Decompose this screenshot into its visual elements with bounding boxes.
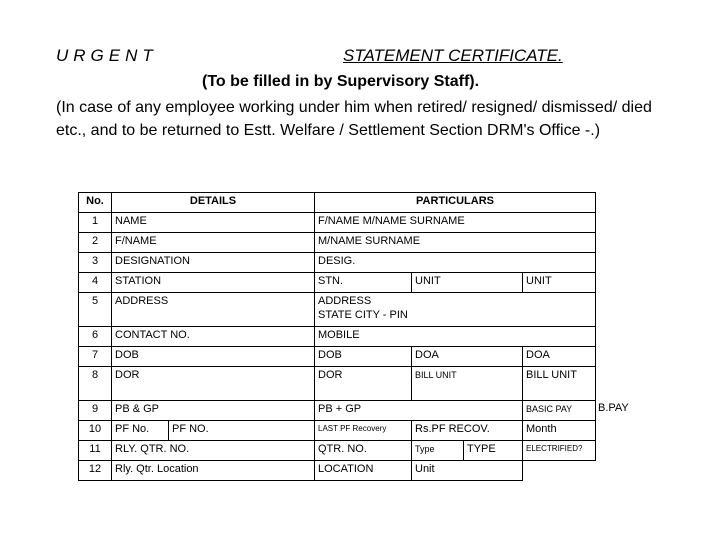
row-particular-2[interactable]: UNIT — [412, 273, 523, 293]
table-row — [79, 293, 596, 327]
row-detail: CONTACT NO. — [112, 327, 315, 347]
header-details: DETAILS — [112, 193, 315, 213]
table-row — [79, 347, 596, 367]
basic-pay-extra-label: B.PAY — [598, 402, 629, 414]
header-particulars: PARTICULARS — [315, 193, 596, 213]
row-detail: F/NAME — [112, 233, 315, 253]
row-number: 10 — [79, 421, 112, 441]
table-row — [79, 441, 596, 461]
address-city-line: STATE CITY - PIN — [318, 309, 408, 321]
table-row — [79, 253, 596, 273]
row-detail: DOB — [112, 347, 315, 367]
row-number: 9 — [79, 401, 112, 421]
row-detail: PF No. — [112, 421, 169, 441]
table-row — [79, 213, 596, 233]
table-row — [79, 327, 596, 347]
header-no: No. — [79, 193, 112, 213]
row-particular-2[interactable]: DOA — [412, 347, 523, 367]
row-particular[interactable]: DOB — [315, 347, 412, 367]
row-particular[interactable]: PB + GP — [315, 401, 523, 421]
row-particular-2[interactable]: Unit — [412, 461, 523, 481]
row-particular[interactable]: LOCATION — [315, 461, 412, 481]
row-detail: ADDRESS — [112, 293, 315, 327]
row-detail: RLY. QTR. NO. — [112, 441, 315, 461]
row-particular-2[interactable]: Type — [412, 441, 464, 461]
row-detail: DESIGNATION — [112, 253, 315, 273]
row-particular-3[interactable]: Month — [523, 421, 596, 441]
urgent-label: URGENT — [56, 46, 158, 65]
row-particular[interactable]: STN. — [315, 273, 412, 293]
row-particular[interactable]: M/NAME SURNAME — [315, 233, 596, 253]
row-number: 7 — [79, 347, 112, 367]
address-line: ADDRESS — [318, 295, 372, 307]
row-number: 5 — [79, 293, 112, 327]
table-row — [79, 421, 596, 441]
table-row — [79, 401, 596, 421]
row-particular-3[interactable]: UNIT — [523, 273, 596, 293]
row-detail: NAME — [112, 213, 315, 233]
row-particular-3[interactable]: ELECTRIFIED? — [523, 441, 596, 461]
row-number: 4 — [79, 273, 112, 293]
document-title: STATEMENT CERTIFICATE. — [343, 46, 563, 65]
row-particular[interactable]: LAST PF Recovery — [315, 421, 412, 441]
instruction-text: (In case of any employee working under him when retired/ resigned/ dismissed/ died etc., and to be returned to Estt. Welfare / Settlement Section DRM's Office -.) — [56, 99, 652, 139]
row-particular[interactable]: MOBILE — [315, 327, 596, 347]
row-particular[interactable]: DESIG. — [315, 253, 596, 273]
row-particular-3[interactable]: DOA — [523, 347, 596, 367]
row-detail: DOR — [112, 367, 315, 401]
document-subtitle: (To be filled in by Supervisory Staff). — [202, 73, 480, 90]
row-number: 11 — [79, 441, 112, 461]
row-particular-2b[interactable]: TYPE — [464, 441, 523, 461]
row-particular[interactable]: DOR — [315, 367, 412, 401]
row-detail: STATION — [112, 273, 315, 293]
row-number: 12 — [79, 461, 112, 481]
row-detail-2: PF NO. — [169, 421, 315, 441]
row-number: 2 — [79, 233, 112, 253]
row-particular-3[interactable]: BASIC PAY — [523, 401, 596, 421]
row-detail: PB & GP — [112, 401, 315, 421]
row-particular-2[interactable]: BILL UNIT — [412, 367, 523, 401]
table-row — [79, 367, 596, 401]
table-row — [79, 461, 596, 481]
row-particular-2[interactable]: Rs.PF RECOV. — [412, 421, 523, 441]
statement-table — [78, 192, 596, 481]
row-number: 8 — [79, 367, 112, 401]
row-number: 6 — [79, 327, 112, 347]
row-particular[interactable]: QTR. NO. — [315, 441, 412, 461]
row-particular-3[interactable]: BILL UNIT — [523, 367, 596, 401]
row-number: 1 — [79, 213, 112, 233]
row-particular[interactable]: F/NAME M/NAME SURNAME — [315, 213, 596, 233]
row-particular[interactable] — [315, 293, 596, 327]
row-particular-empty — [523, 461, 596, 481]
row-detail: Rly. Qtr. Location — [112, 461, 315, 481]
table-row — [79, 233, 596, 253]
table-row — [79, 273, 596, 293]
row-number: 3 — [79, 253, 112, 273]
table-header-row — [79, 193, 596, 213]
